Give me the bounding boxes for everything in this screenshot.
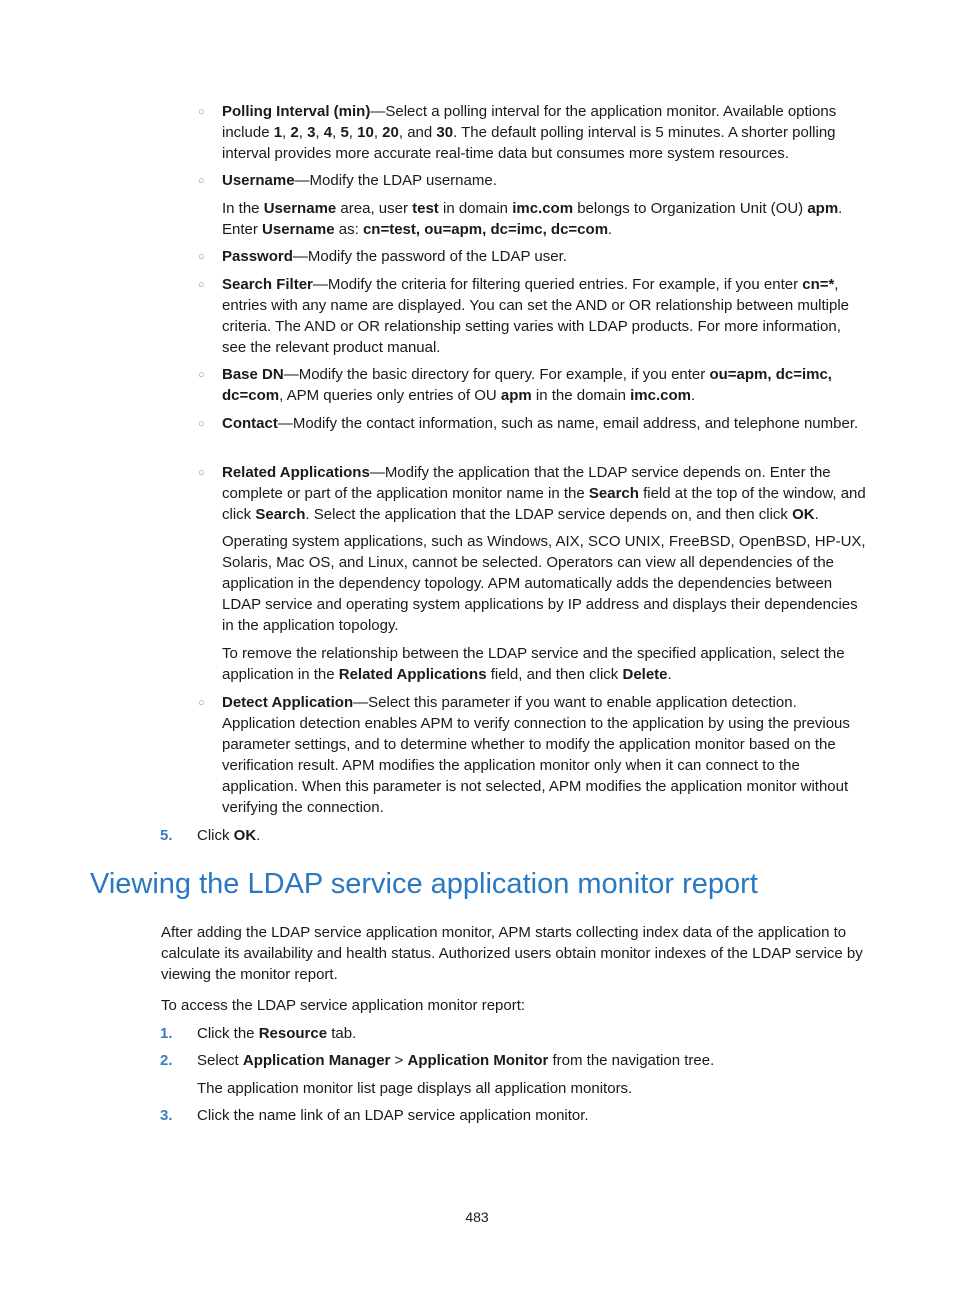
bold-term: Base DN bbox=[222, 366, 284, 383]
note-paragraph: In the Username area, user test in domain imc.com belongs to Organization Unit (OU) apm. Enter Username as: cn=test, ou=apm, dc=imc, dc=com. bbox=[222, 200, 843, 238]
bullet-icon: ○ bbox=[198, 369, 205, 381]
step-number: 5. bbox=[160, 827, 173, 844]
bold-term: Search bbox=[588, 485, 639, 502]
step-text: Click the name link of an LDAP service application monitor. bbox=[197, 1107, 589, 1124]
bold-term: imc.com bbox=[630, 387, 691, 404]
bold-term: 2 bbox=[290, 124, 299, 141]
bold-term: Resource bbox=[258, 1025, 328, 1042]
list-item-text: Detect Application—Select this parameter if you want to enable application detection. Application detection enables APM to verify connection to the application by using the previous parameter settings, and to determine whether to modify the application monitor based on the verification result. APM modifies the application monitor only when it can connect to the application. When this parameter is not selected, APM modifies the application monitor without verifying the connection. bbox=[222, 694, 850, 816]
bold-term: 10 bbox=[357, 124, 374, 141]
step-number: 2. bbox=[160, 1052, 173, 1069]
step-text: Click the Resource tab. bbox=[197, 1025, 357, 1042]
bold-term: ou=apm, dc=imc, dc=com bbox=[222, 366, 832, 404]
bold-term: 4 bbox=[323, 124, 333, 141]
bullet-icon: ○ bbox=[198, 106, 205, 118]
bold-term: OK bbox=[233, 827, 257, 844]
bold-term: Application Monitor bbox=[407, 1052, 549, 1069]
step-number: 1. bbox=[160, 1025, 173, 1042]
body-paragraph: To access the LDAP service application monitor report: bbox=[161, 997, 526, 1014]
bold-term: Polling Interval (min) bbox=[222, 103, 371, 120]
bullet-icon: ○ bbox=[198, 251, 205, 263]
list-item-text: Polling Interval (min)—Select a polling interval for the application monitor. Available options include 1, 2, 3, 4, 5, 10, 20, and 30. The default polling interval is 5 minutes. A shorter polling interval provides more accurate real-time data but consumes more system resources. bbox=[222, 103, 837, 162]
step-text: Click OK. bbox=[197, 827, 261, 844]
bold-term: cn=test, ou=apm, dc=imc, dc=com bbox=[362, 221, 609, 238]
step-text: Select Application Manager > Application Monitor from the navigation tree. bbox=[197, 1052, 715, 1069]
note-paragraph: The application monitor list page displays all application monitors. bbox=[197, 1080, 633, 1097]
bold-term: Username bbox=[263, 200, 337, 217]
page-number: 483 bbox=[465, 1209, 489, 1225]
bold-term: OK bbox=[792, 506, 815, 523]
bullet-icon: ○ bbox=[198, 175, 205, 187]
bold-term: Related Applications bbox=[222, 464, 370, 481]
bold-term: Contact bbox=[222, 415, 278, 432]
bullet-icon: ○ bbox=[198, 467, 205, 479]
step-number: 3. bbox=[160, 1107, 173, 1124]
note-paragraph: Operating system applications, such as Windows, AIX, SCO UNIX, FreeBSD, OpenBSD, HP-UX, Solaris, Mac OS, and Linux, cannot be selected. Operators can view all dependencies of the application in the dependency topology. APM automatically adds the dependencies between LDAP service and operating system applications by IP address and displays their dependencies in the application topology. bbox=[222, 533, 866, 634]
bullet-icon: ○ bbox=[198, 279, 205, 291]
list-item-text: Contact—Modify the contact information, such as name, email address, and telephone number. bbox=[222, 415, 859, 432]
list-item-text: Password—Modify the password of the LDAP user. bbox=[222, 248, 567, 265]
bold-term: 20 bbox=[382, 124, 399, 141]
bold-term: Detect Application bbox=[222, 694, 354, 711]
list-item-text: Related Applications—Modify the application that the LDAP service depends on. Enter the complete or part of the application monitor name in the Search field at the top of the window, and click Search. Select the application that the LDAP service depends on, and then click OK. bbox=[222, 464, 866, 523]
bold-term: Search bbox=[255, 506, 306, 523]
bullet-icon: ○ bbox=[198, 697, 205, 709]
bold-term: Username bbox=[222, 172, 295, 189]
bold-term: Password bbox=[222, 248, 293, 265]
list-item-text: Username—Modify the LDAP username. bbox=[222, 172, 497, 189]
body-paragraph: After adding the LDAP service application monitor, APM starts collecting index data of the application to calculate its availability and health status. Authorized users obtain monitor indexes of the LDAP service by viewing the monitor report. bbox=[161, 924, 863, 983]
bold-term: cn=* bbox=[802, 276, 835, 293]
bold-term: Application Manager bbox=[242, 1052, 391, 1069]
list-item-text: Search Filter—Modify the criteria for filtering queried entries. For example, if you enter cn=*, entries with any name are displayed. You can set the AND or OR relationship between multiple criteria. The AND or OR relationship setting varies with LDAP products. For more information, see the relevant product manual. bbox=[222, 276, 850, 356]
bold-term: 5 bbox=[340, 124, 349, 141]
section-heading: Viewing the LDAP service application monitor report bbox=[90, 868, 758, 900]
bold-term: Username bbox=[262, 221, 335, 238]
bold-term: 1 bbox=[273, 124, 283, 141]
list-item-text: Base DN—Modify the basic directory for query. For example, if you enter ou=apm, dc=imc, dc=com, APM queries only entries of OU apm in the domain imc.com. bbox=[222, 366, 832, 404]
bold-term: 30 bbox=[436, 124, 454, 141]
bold-term: 3 bbox=[307, 124, 316, 141]
bold-term: Related Applications bbox=[338, 666, 487, 683]
bold-term: imc.com bbox=[512, 200, 574, 217]
bold-term: test bbox=[412, 200, 439, 217]
bold-term: Search Filter bbox=[222, 276, 313, 293]
bold-term: apm bbox=[500, 387, 532, 404]
bold-term: Delete bbox=[622, 666, 668, 683]
bullet-icon: ○ bbox=[198, 418, 205, 430]
bold-term: apm bbox=[807, 200, 839, 217]
note-paragraph: To remove the relationship between the LDAP service and the specified application, select the application in the Related Applications field, and then click Delete. bbox=[222, 645, 845, 683]
